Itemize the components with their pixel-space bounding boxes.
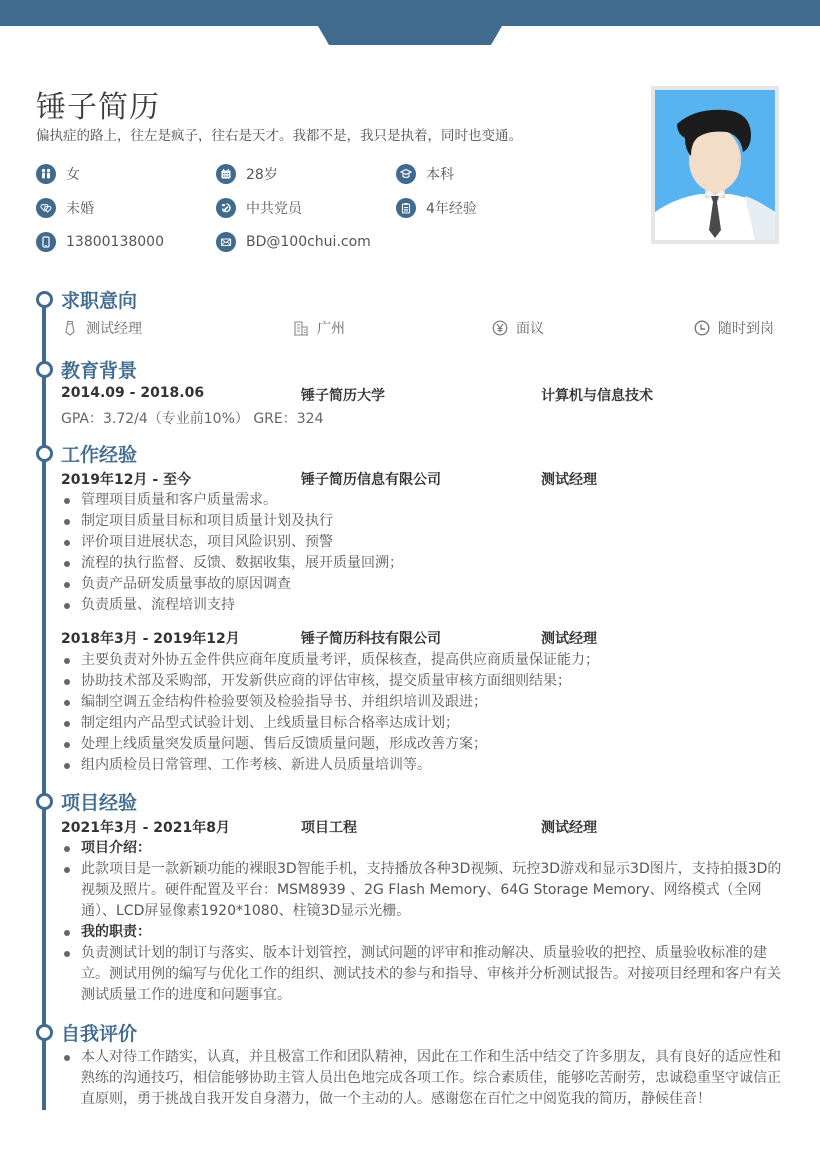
timeline-node-icon bbox=[36, 793, 53, 810]
timeline-node-icon bbox=[36, 361, 53, 378]
job-role: 测试经理 bbox=[541, 631, 597, 647]
project-name: 项目工程 bbox=[301, 820, 357, 836]
section-education-header: 教育背景 bbox=[36, 356, 137, 383]
tie-icon bbox=[62, 320, 78, 336]
building-icon bbox=[293, 320, 309, 336]
project-intro-label: 项目介绍： bbox=[61, 838, 783, 859]
info-experience: 4年经验 bbox=[396, 198, 477, 218]
job-1-duties bbox=[61, 490, 783, 616]
list-item: 制定组内产品型式试验计划、上线质量目标合格率达成计划； bbox=[61, 713, 783, 734]
hearts-icon bbox=[36, 198, 56, 218]
section-intent-header: 求职意向 bbox=[36, 286, 137, 313]
job-intent-row bbox=[62, 318, 782, 338]
section-project-header: 项目经验 bbox=[36, 788, 137, 815]
calendar-icon bbox=[216, 164, 236, 184]
self-evaluation-text: 本人对待工作踏实，认真，并且极富工作和团队精神，因此在工作和生活中结交了许多朋友，具有良好的适应性和熟练的沟通技巧，相信能够协助主管人员出色地完成各项工作。综合素质佳，能够吃苦耐劳，忠诚稳重坚守诚信正直原则，勇于挑战自我开发自身潜力，做一个主动的人。感谢您在百忙之中阅览我的简历，静候佳音！ bbox=[61, 1047, 783, 1110]
project-row bbox=[61, 817, 781, 837]
list-item: 负责质量、流程培训支持 bbox=[61, 595, 783, 616]
project-intro: 此款项目是一款新颖功能的裸眼3D智能手机，支持播放各种3D视频、玩控3D游戏和显示3D图片，支持拍摄3D的视频及照片。硬件配置及平台：MSM8939 、2G Flash Memory、64G Storage Memory、网络模式（全网通）、LCD屏显像素1920*1080、柱镜3D显示光栅。 bbox=[61, 859, 783, 922]
project-details bbox=[61, 838, 783, 1006]
list-item: 制定项目质量目标和项目质量计划及执行 bbox=[61, 511, 783, 532]
job-company: 锤子简历科技有限公司 bbox=[301, 631, 441, 647]
timeline-node-icon bbox=[36, 1024, 53, 1041]
list-item: 管理项目质量和客户质量需求。 bbox=[61, 490, 783, 511]
intent-position: 测试经理 bbox=[62, 318, 142, 338]
info-marital: 未婚 bbox=[36, 198, 94, 218]
intent-salary: 面议 bbox=[492, 318, 544, 338]
project-duty: 负责测试计划的制订与落实、版本计划管控，测试问题的评审和推动解决、质量验收的把控、质量验收标准的建立。测试用例的编写与优化工作的组织、测试技术的参与和指导、审核并分析测试报告。对接项目经理和客户有关测试质量工作的进度和问题事宜。 bbox=[61, 943, 783, 1006]
list-item: 评价项目进展状态，项目风险识别、预警 bbox=[61, 532, 783, 553]
job-role: 测试经理 bbox=[541, 472, 597, 488]
education-period: 2014.09 - 2018.06 bbox=[61, 385, 205, 401]
project-period: 2021年3月 - 2021年8月 bbox=[61, 820, 230, 836]
graduation-icon bbox=[396, 164, 416, 184]
timeline-node-icon bbox=[36, 291, 53, 308]
list-item: 主要负责对外协五金件供应商年度质量考评，质保核查，提高供应商质量保证能力； bbox=[61, 650, 783, 671]
list-item: 流程的执行监督、反馈、数据收集，展开质量回溯； bbox=[61, 553, 783, 574]
mail-icon bbox=[216, 232, 236, 252]
info-gender: 女 bbox=[36, 164, 80, 184]
yen-icon bbox=[492, 320, 508, 336]
info-phone bbox=[36, 232, 164, 252]
phone-link[interactable]: 13800138000 bbox=[66, 234, 164, 250]
timeline-line bbox=[42, 298, 46, 1110]
info-politics: 中共党员 bbox=[216, 198, 302, 218]
education-detail: GPA：3.72/4（专业前10%） GRE：324 bbox=[61, 411, 324, 427]
project-duty-label: 我的职责： bbox=[61, 922, 783, 943]
info-age: 28岁 bbox=[216, 164, 278, 184]
profile-photo bbox=[651, 86, 779, 244]
section-self-header: 自我评价 bbox=[36, 1019, 137, 1046]
info-degree: 本科 bbox=[396, 164, 454, 184]
education-row bbox=[61, 385, 781, 405]
resume-name: 锤子简历 bbox=[36, 90, 160, 125]
job-company: 锤子简历信息有限公司 bbox=[301, 472, 441, 488]
gender-icon bbox=[36, 164, 56, 184]
header-tab-decoration bbox=[318, 26, 502, 45]
list-item: 处理上线质量突发质量问题、售后反馈质量问题，形成改善方案； bbox=[61, 734, 783, 755]
job-2-duties bbox=[61, 650, 783, 776]
info-email bbox=[216, 232, 371, 252]
education-school: 锤子简历大学 bbox=[301, 388, 385, 404]
project-role: 测试经理 bbox=[541, 820, 597, 836]
intent-availability: 随时到岗 bbox=[694, 318, 774, 338]
timeline-node-icon bbox=[36, 445, 53, 462]
section-work-header: 工作经验 bbox=[36, 440, 137, 467]
header-bar bbox=[0, 0, 820, 26]
list-item: 协助技术部及采购部，开发新供应商的评估审核，提交质量审核方面细则结果； bbox=[61, 671, 783, 692]
job-1-row bbox=[61, 469, 781, 489]
list-item: 组内质检员日常管理、工作考核、新进人员质量培训等。 bbox=[61, 755, 783, 776]
self-evaluation bbox=[61, 1047, 783, 1110]
resume-motto: 偏执症的路上，往左是疯子，往右是天才。我都不是，我只是执着，同时也变通。 bbox=[36, 128, 522, 144]
job-period: 2018年3月 - 2019年12月 bbox=[61, 631, 240, 647]
clock-icon bbox=[694, 320, 710, 336]
job-2-row bbox=[61, 628, 781, 648]
intent-city: 广州 bbox=[293, 318, 345, 338]
phone-icon bbox=[36, 232, 56, 252]
list-item: 负责产品研发质量事故的原因调查 bbox=[61, 574, 783, 595]
avatar-illustration bbox=[655, 90, 775, 240]
clipboard-icon bbox=[396, 198, 416, 218]
education-major: 计算机与信息技术 bbox=[541, 388, 653, 404]
party-icon bbox=[216, 198, 236, 218]
email-link[interactable]: BD@100chui.com bbox=[246, 234, 371, 250]
job-period: 2019年12月 - 至今 bbox=[61, 472, 192, 488]
list-item: 编制空调五金结构件检验要领及检验指导书、并组织培训及跟进； bbox=[61, 692, 783, 713]
